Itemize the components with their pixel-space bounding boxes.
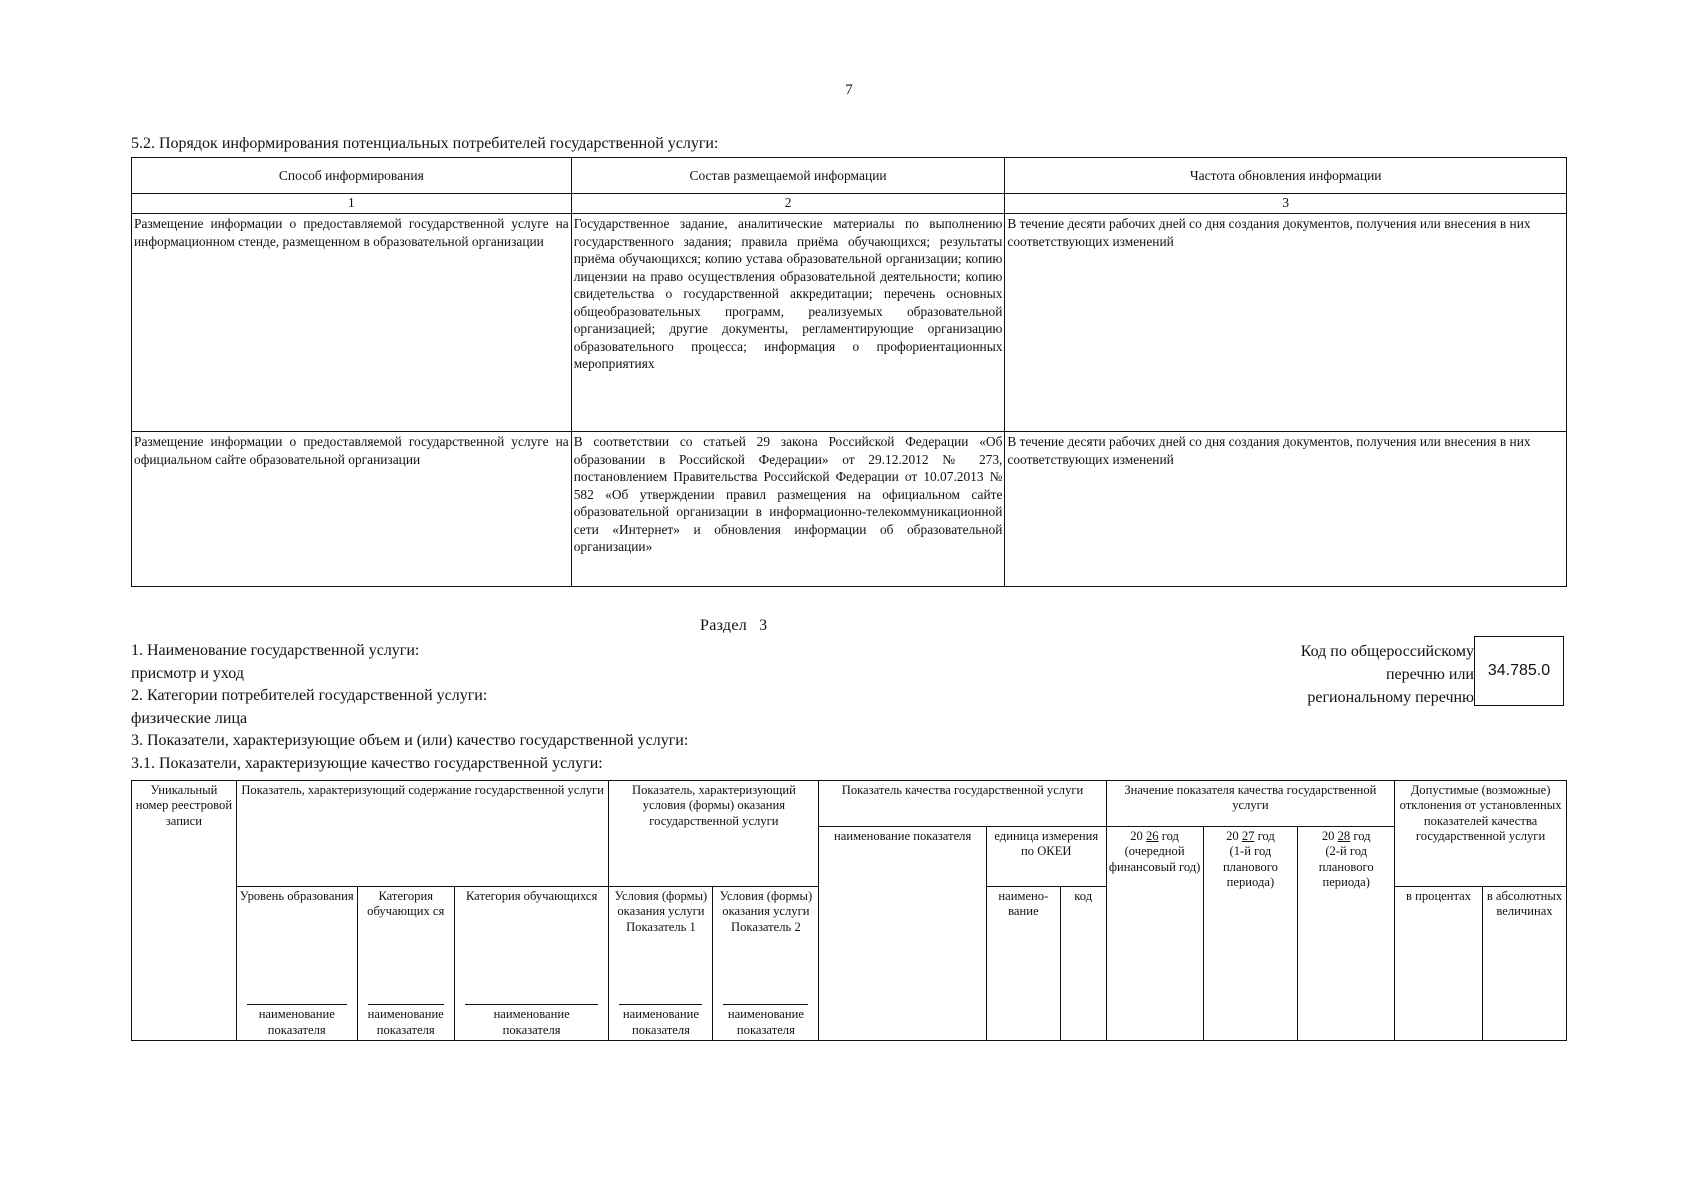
table-row bbox=[132, 432, 1567, 587]
frequency-cell: В течение десяти рабочих дней со дня создания документов, получения или внесения в них соответствующих изменений bbox=[1005, 432, 1567, 587]
header-method: Способ информирования bbox=[132, 158, 572, 194]
indicator-name-label: наименование показателя bbox=[723, 1004, 808, 1038]
page-number: 7 bbox=[845, 82, 853, 98]
content-col-1: Уровень образования bbox=[236, 887, 357, 999]
section-label: Раздел bbox=[700, 617, 748, 634]
content-group-header: Показатель, характеризующий содержание государственной услуги bbox=[236, 781, 609, 887]
unit-okei-header: единица измерения по ОКЕИ bbox=[986, 827, 1106, 887]
indicator-name-label: наименование показателя bbox=[619, 1004, 702, 1038]
service-info bbox=[131, 640, 688, 776]
year1-header: 20 26 год (очередной финансовый год) bbox=[1106, 827, 1203, 1041]
method-cell: Размещение информации о предоставляемой государственной услуге на официальном сайте образовательной организации bbox=[132, 432, 572, 587]
deviation-group-header: Допустимые (возможные) отклонения от установленных показателей качества государственной услуги bbox=[1395, 781, 1567, 887]
unique-number-header: Уникальный номер реестровой записи bbox=[132, 781, 237, 1041]
condition-col-1: Условия (формы) оказания услуги Показатель 1 bbox=[609, 887, 713, 999]
section-heading bbox=[700, 617, 767, 635]
year2-header: 20 27 год (1-й год планового периода) bbox=[1203, 827, 1298, 1041]
header-content: Состав размещаемой информации bbox=[571, 158, 1005, 194]
header-frequency: Частота обновления информации bbox=[1005, 158, 1567, 194]
quality-group-header: Показатель качества государственной услуги bbox=[819, 781, 1106, 827]
col-number: 3 bbox=[1005, 194, 1567, 214]
section-number: 3 bbox=[759, 617, 768, 634]
code-value: 34.785.0 bbox=[1474, 636, 1564, 706]
quality-table bbox=[131, 780, 1567, 1041]
consumers: физические лица bbox=[131, 709, 248, 727]
indicators-label: 3. Показатели, характеризующие объем и (или) качество государственной услуги: bbox=[131, 732, 689, 750]
service-name-label: 1. Наименование государственной услуги: bbox=[131, 642, 420, 659]
table-row bbox=[132, 214, 1567, 432]
indicator-name-header: наименование показателя bbox=[819, 827, 987, 1041]
indicator-name-label: наименование показателя bbox=[368, 1004, 444, 1038]
unit-code-header: код bbox=[1060, 887, 1106, 1041]
informing-table bbox=[131, 157, 1567, 587]
deviation-absolute-header: в абсолютных величинах bbox=[1482, 887, 1566, 1041]
service-name: присмотр и уход bbox=[131, 664, 244, 682]
code-label: Код по общероссийскому перечню или региональному перечню bbox=[1300, 643, 1474, 706]
indicator-name-label: наименование показателя bbox=[465, 1004, 599, 1038]
col-number: 1 bbox=[132, 194, 572, 214]
indicator-name-label: наименование показателя bbox=[247, 1004, 347, 1038]
content-cell: Государственное задание, аналитические материалы по выполнению государственного задания; правила приёма обучающихся; результаты приёма обучающихся; копию устава образовательной организации; копию лицензии на право осуществления образовательной деятельности; копию свидетельства о государственной аккредитации; перечень основных общеобразовательных программ, реализуемых образовательной организацией; другие документы, регламентирующие организацию образовательного процесса; информация о профориентационных мероприятиях bbox=[571, 214, 1005, 432]
content-col-3: Категория обучающихся bbox=[454, 887, 609, 999]
condition-col-2: Условия (формы) оказания услуги Показатель 2 bbox=[713, 887, 819, 999]
quality-label: 3.1. Показатели, характеризующие качество государственной услуги: bbox=[131, 754, 603, 772]
deviation-percent-header: в процентах bbox=[1395, 887, 1483, 1041]
value-group-header: Значение показателя качества государственной услуги bbox=[1106, 781, 1394, 827]
method-cell: Размещение информации о предоставляемой государственной услуге на информационном стенде, размещенном в образовательной организации bbox=[132, 214, 572, 432]
unit-name-header: наимено-вание bbox=[986, 887, 1060, 1041]
consumers-label: 2. Категории потребителей государственной услуги: bbox=[131, 687, 488, 705]
col-number: 2 bbox=[571, 194, 1005, 214]
section-5-2-title: 5.2. Порядок информирования потенциальных потребителей государственной услуги: bbox=[131, 135, 719, 152]
year3-header: 20 28 год (2-й год планового периода) bbox=[1298, 827, 1395, 1041]
conditions-group-header: Показатель, характеризующий условия (формы) оказания государственной услуги bbox=[609, 781, 819, 887]
content-col-2: Категория обучающих ся bbox=[357, 887, 454, 999]
frequency-cell: В течение десяти рабочих дней со дня создания документов, получения или внесения в них соответствующих изменений bbox=[1005, 214, 1567, 432]
content-cell: В соответствии со статьей 29 закона Российской Федерации «Об образовании в Российской Федерации» от 29.12.2012 № 273, постановлением Правительства Российской Федерации от 10.07.2013 № 582 «Об утверждении правил размещения на официальном сайте образовательной организации в информационно-телекоммуникационной сети «Интернет» и обновления информации об образовательной организации» bbox=[571, 432, 1005, 587]
